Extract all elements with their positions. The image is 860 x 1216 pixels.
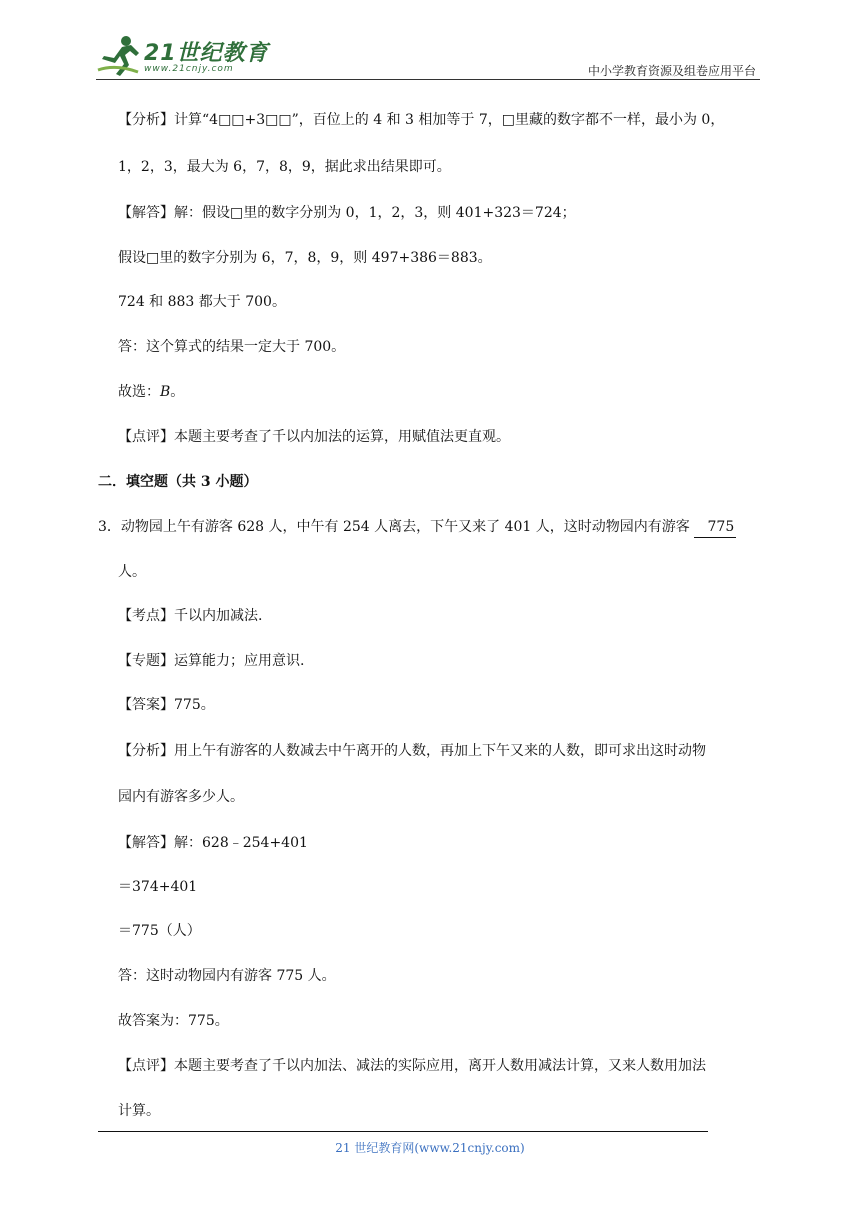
q3-stem-text: 3．动物园上午有游客 628 人，中午有 254 人离去，下午又来了 401 人，这时动物园内有游客 [98,519,690,535]
q3-solution-line-5: 故答案为：775。 [118,1013,229,1029]
q2-choice-letter: B [160,384,171,400]
logo-url: www.21cnjy.com [144,64,234,74]
page-header [96,30,760,80]
q3-comment-line-1: 【点评】本题主要考查了千以内加法、减法的实际应用，离开人数用减法计算，又来人数用加法 [118,1058,706,1074]
q3-analysis-line-2: 园内有游客多少人。 [118,789,244,805]
header-divider [96,79,760,80]
runner-logo-icon [96,34,142,78]
logo-text: 21世纪教育 [144,41,269,66]
q2-analysis-line-2: 1，2，3，最大为 6，7，8，9，据此求出结果即可。 [118,159,451,175]
q3-key: 【答案】775。 [118,697,215,713]
q3-solution-line-3: ＝775（人） [118,923,201,939]
q2-answer-line-1: 【解答】解：假设□里的数字分别为 0，1，2，3，则 401+323＝724； [118,205,576,221]
q3-answer-blank: 775 [694,517,736,538]
q3-solution-line-4: 答：这时动物园内有游客 775 人。 [118,968,336,984]
q3-solution-line-2: ＝374+401 [118,879,198,895]
site-logo [96,34,269,80]
q3-topic: 【专题】运算能力；应用意识. [118,653,305,669]
footer-divider [98,1131,708,1132]
footer-link[interactable]: 21 世纪教育网(www.21cnjy.com) [335,1141,525,1155]
q2-answer-line-4: 答：这个算式的结果一定大于 700。 [118,339,346,355]
q3-point: 【考点】千以内加减法. [118,608,263,624]
platform-title: 中小学教育资源及组卷应用平台 [587,64,756,78]
q3-stem-line-2: 人。 [118,564,146,580]
q2-analysis-line-1: 【分析】计算“4□□+3□□”，百位上的 4 和 3 相加等于 7，□里藏的数字都不一样，最小为 0， [118,112,725,128]
section-title: 二．填空题（共 3 小题） [98,474,258,490]
q2-answer-line-2: 假设□里的数字分别为 6，7，8，9，则 497+386＝883。 [118,250,492,266]
q2-comment: 【点评】本题主要考查了千以内加法的运算，用赋值法更直观。 [118,429,510,445]
q3-comment-line-2: 计算。 [118,1103,160,1119]
q2-choice-prefix: 故选： [118,384,160,400]
q2-choice-suffix: 。 [170,384,185,400]
q2-answer-line-3: 724 和 883 都大于 700。 [118,294,286,310]
q3-solution-line-1: 【解答】解：628﹣254+401 [118,835,308,851]
q2-answer-line-5 [118,382,184,402]
q3-analysis-line-1: 【分析】用上午有游客的人数减去中午离开的人数，再加上下午又来的人数，即可求出这时动物 [118,743,706,759]
q3-stem-line-1 [98,517,736,538]
